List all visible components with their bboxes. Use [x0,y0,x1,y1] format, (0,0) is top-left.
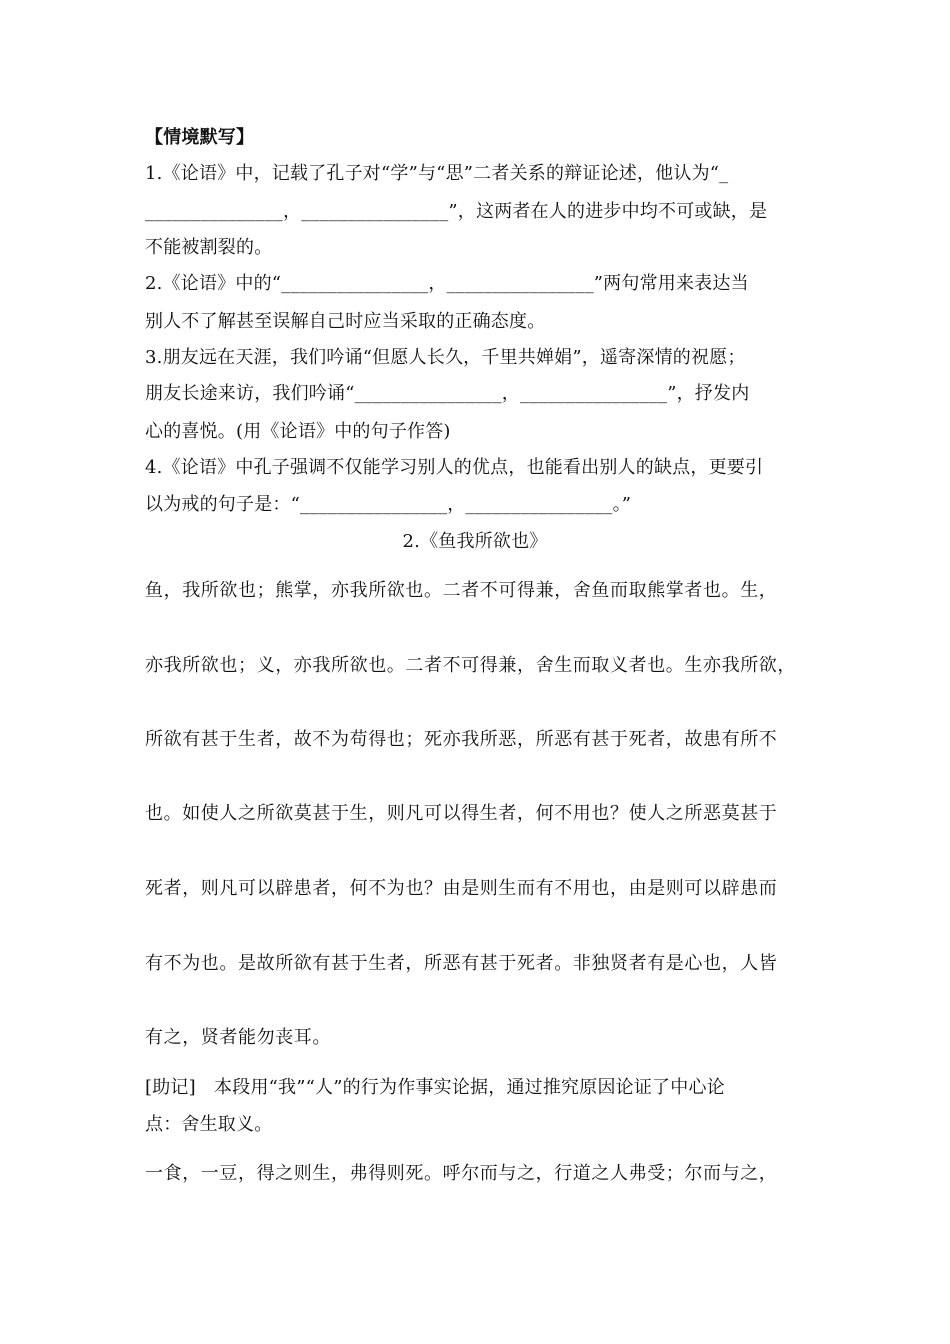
note-line-2: 点：舍生取义。 [145,1114,273,1135]
question-1-line-2: _______________，________________”，这两者在人的进步中均不可或缺，是 [145,201,768,222]
question-3-line-3: 心的喜悦。(用《论语》中的句子作答) [145,421,451,442]
passage-2-line: 一食，一豆，得之则生，弗得则死。呼尔而与之，行道之人弗受；尔而与之， [145,1163,778,1184]
question-4-line-1: 4.《论语》中孔子强调不仅能学习别人的优点，也能看出别人的缺点，更要引 [145,457,764,478]
question-2-line-2: 别人不了解甚至误解自己时应当采取的正确态度。 [145,311,546,332]
question-1-line-3: 不能被割裂的。 [145,237,273,258]
passage-line: 有不为也。是故所欲有甚于生者，所恶有甚于死者。非独贤者有是心也，人皆 [145,953,778,974]
passage-line: 死者，则凡可以辟患者，何不为也？由是则生而有不用也，由是则可以辟患而 [145,878,778,899]
question-1-line-1: 1.《论语》中，记载了孔子对“学”与“思”二者关系的辩证论述，他认为“_ [145,163,729,184]
passage-line: 亦我所欲也；义，亦我所欲也。二者不可得兼，舍生而取义者也。生亦我所欲， [145,655,796,676]
passage-line: 有之，贤者能勿丧耳。 [145,1027,331,1048]
question-2-line-1: 2.《论语》中的“________________，________________”两句常用来表达当 [145,273,749,294]
passage-line: 也。如使人之所欲莫甚于生，则凡可以得生者，何不用也？使人之所恶莫甚于 [145,803,778,824]
section-heading: 【情境默写】 [145,127,255,148]
note-line-1: [助记] 本段用“我”“人”的行为作事实论据，通过推究原因论证了中心论 [145,1077,725,1098]
passage-line: 所欲有甚于生者，故不为苟得也；死亦我所恶，所恶有甚于死者，故患有所不 [145,729,778,750]
text-title: 2.《鱼我所欲也》 [402,531,548,552]
question-3-line-1: 3.朋友远在天涯，我们吟诵“但愿人长久，千里共婵娟”，遥寄深情的祝愿； [145,347,746,368]
passage-line: 鱼，我所欲也；熊掌，亦我所欲也。二者不可得兼，舍鱼而取熊掌者也。生， [145,580,778,601]
question-4-line-2: 以为戒的句子是：“________________，________________。” [145,494,632,515]
question-3-line-2: 朋友长途来访，我们吟诵“________________，________________”，抒发内 [145,383,750,404]
